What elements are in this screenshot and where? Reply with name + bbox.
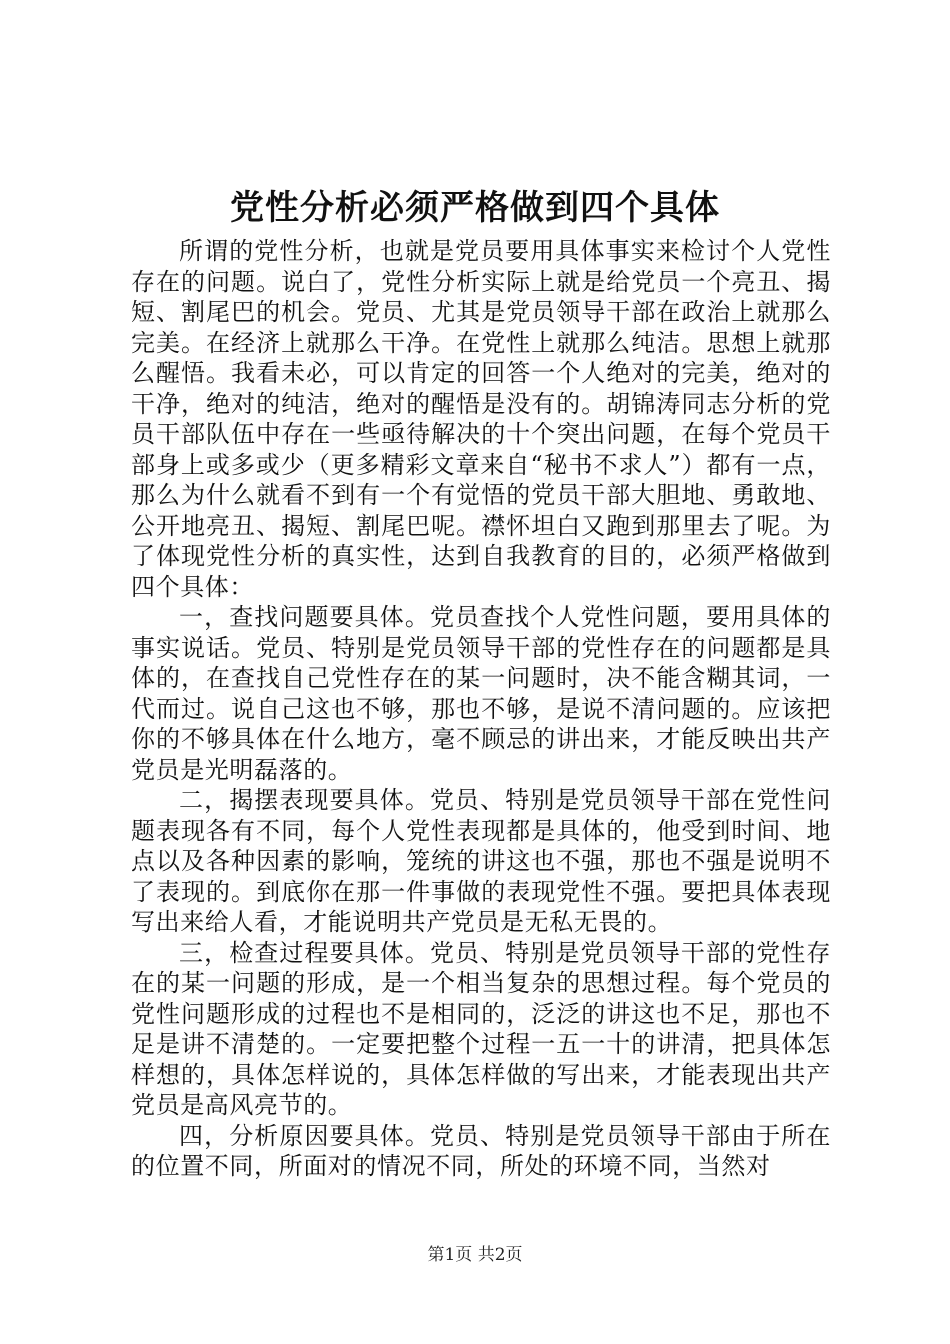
page-number-footer: 第1页 共2页 — [427, 1245, 523, 1265]
paragraph-point-two: 二，揭摆表现要具体。党员、特别是党员领导干部在党性问题表现各有不同，每个人党性表现都是具体的，他受到时间、地点以及各种因素的影响，笼统的讲这也不强，那也不强是说明不了表现的。到底你在那一件事做的表现党性不强。要把具体表现写出来给人看，才能说明共产党员是无私无畏的。 — [131, 786, 831, 936]
document-title: 党性分析必须严格做到四个具体 — [230, 188, 720, 228]
document-body — [131, 236, 831, 1182]
paragraph-point-one: 一，查找问题要具体。党员查找个人党性问题，要用具体的事实说话。党员、特别是党员领导干部的党性存在的问题都是具体的，在查找自己党性存在的某一问题时，决不能含糊其词，一代而过。说自己这也不够，那也不够，是说不清问题的。应该把你的不够具体在什么地方，毫不顾忌的讲出来，才能反映出共产党员是光明磊落的。 — [131, 603, 831, 784]
paragraph-point-three: 三，检查过程要具体。党员、特别是党员领导干部的党性存在的某一问题的形成，是一个相当复杂的思想过程。每个党员的党性问题形成的过程也不是相同的，泛泛的讲这也不足，那也不足是讲不清楚的。一定要把整个过程一五一十的讲清，把具体怎样想的，具体怎样说的，具体怎样做的写出来，才能表现出共产党员是高风亮节的。 — [131, 938, 831, 1119]
paragraph-intro: 所谓的党性分析，也就是党员要用具体事实来检讨个人党性存在的问题。说白了，党性分析实际上就是给党员一个亮丑、揭短、割尾巴的机会。党员、尤其是党员领导干部在政治上就那么完美。在经济上就那么干净。在党性上就那么纯洁。思想上就那么醒悟。我看未必，可以肯定的回答一个人绝对的完美，绝对的干净，绝对的纯洁，绝对的醒悟是没有的。胡锦涛同志分析的党员干部队伍中存在一些亟待解决的十个突出问题，在每个党员干部身上或多或少（更多精彩文章来自“秘书不求人”）都有一点，那么为什么就看不到有一个有觉悟的党员干部大胆地、勇敢地、公开地亮丑、揭短、割尾巴呢。襟怀坦白又跑到那里去了呢。为了体现党性分析的真实性，达到自我教育的目的，必须严格做到四个具体： — [131, 237, 831, 601]
paragraph-point-four: 四，分析原因要具体。党员、特别是党员领导干部由于所在的位置不同，所面对的情况不同，所处的环境不同，当然对 — [131, 1121, 831, 1180]
